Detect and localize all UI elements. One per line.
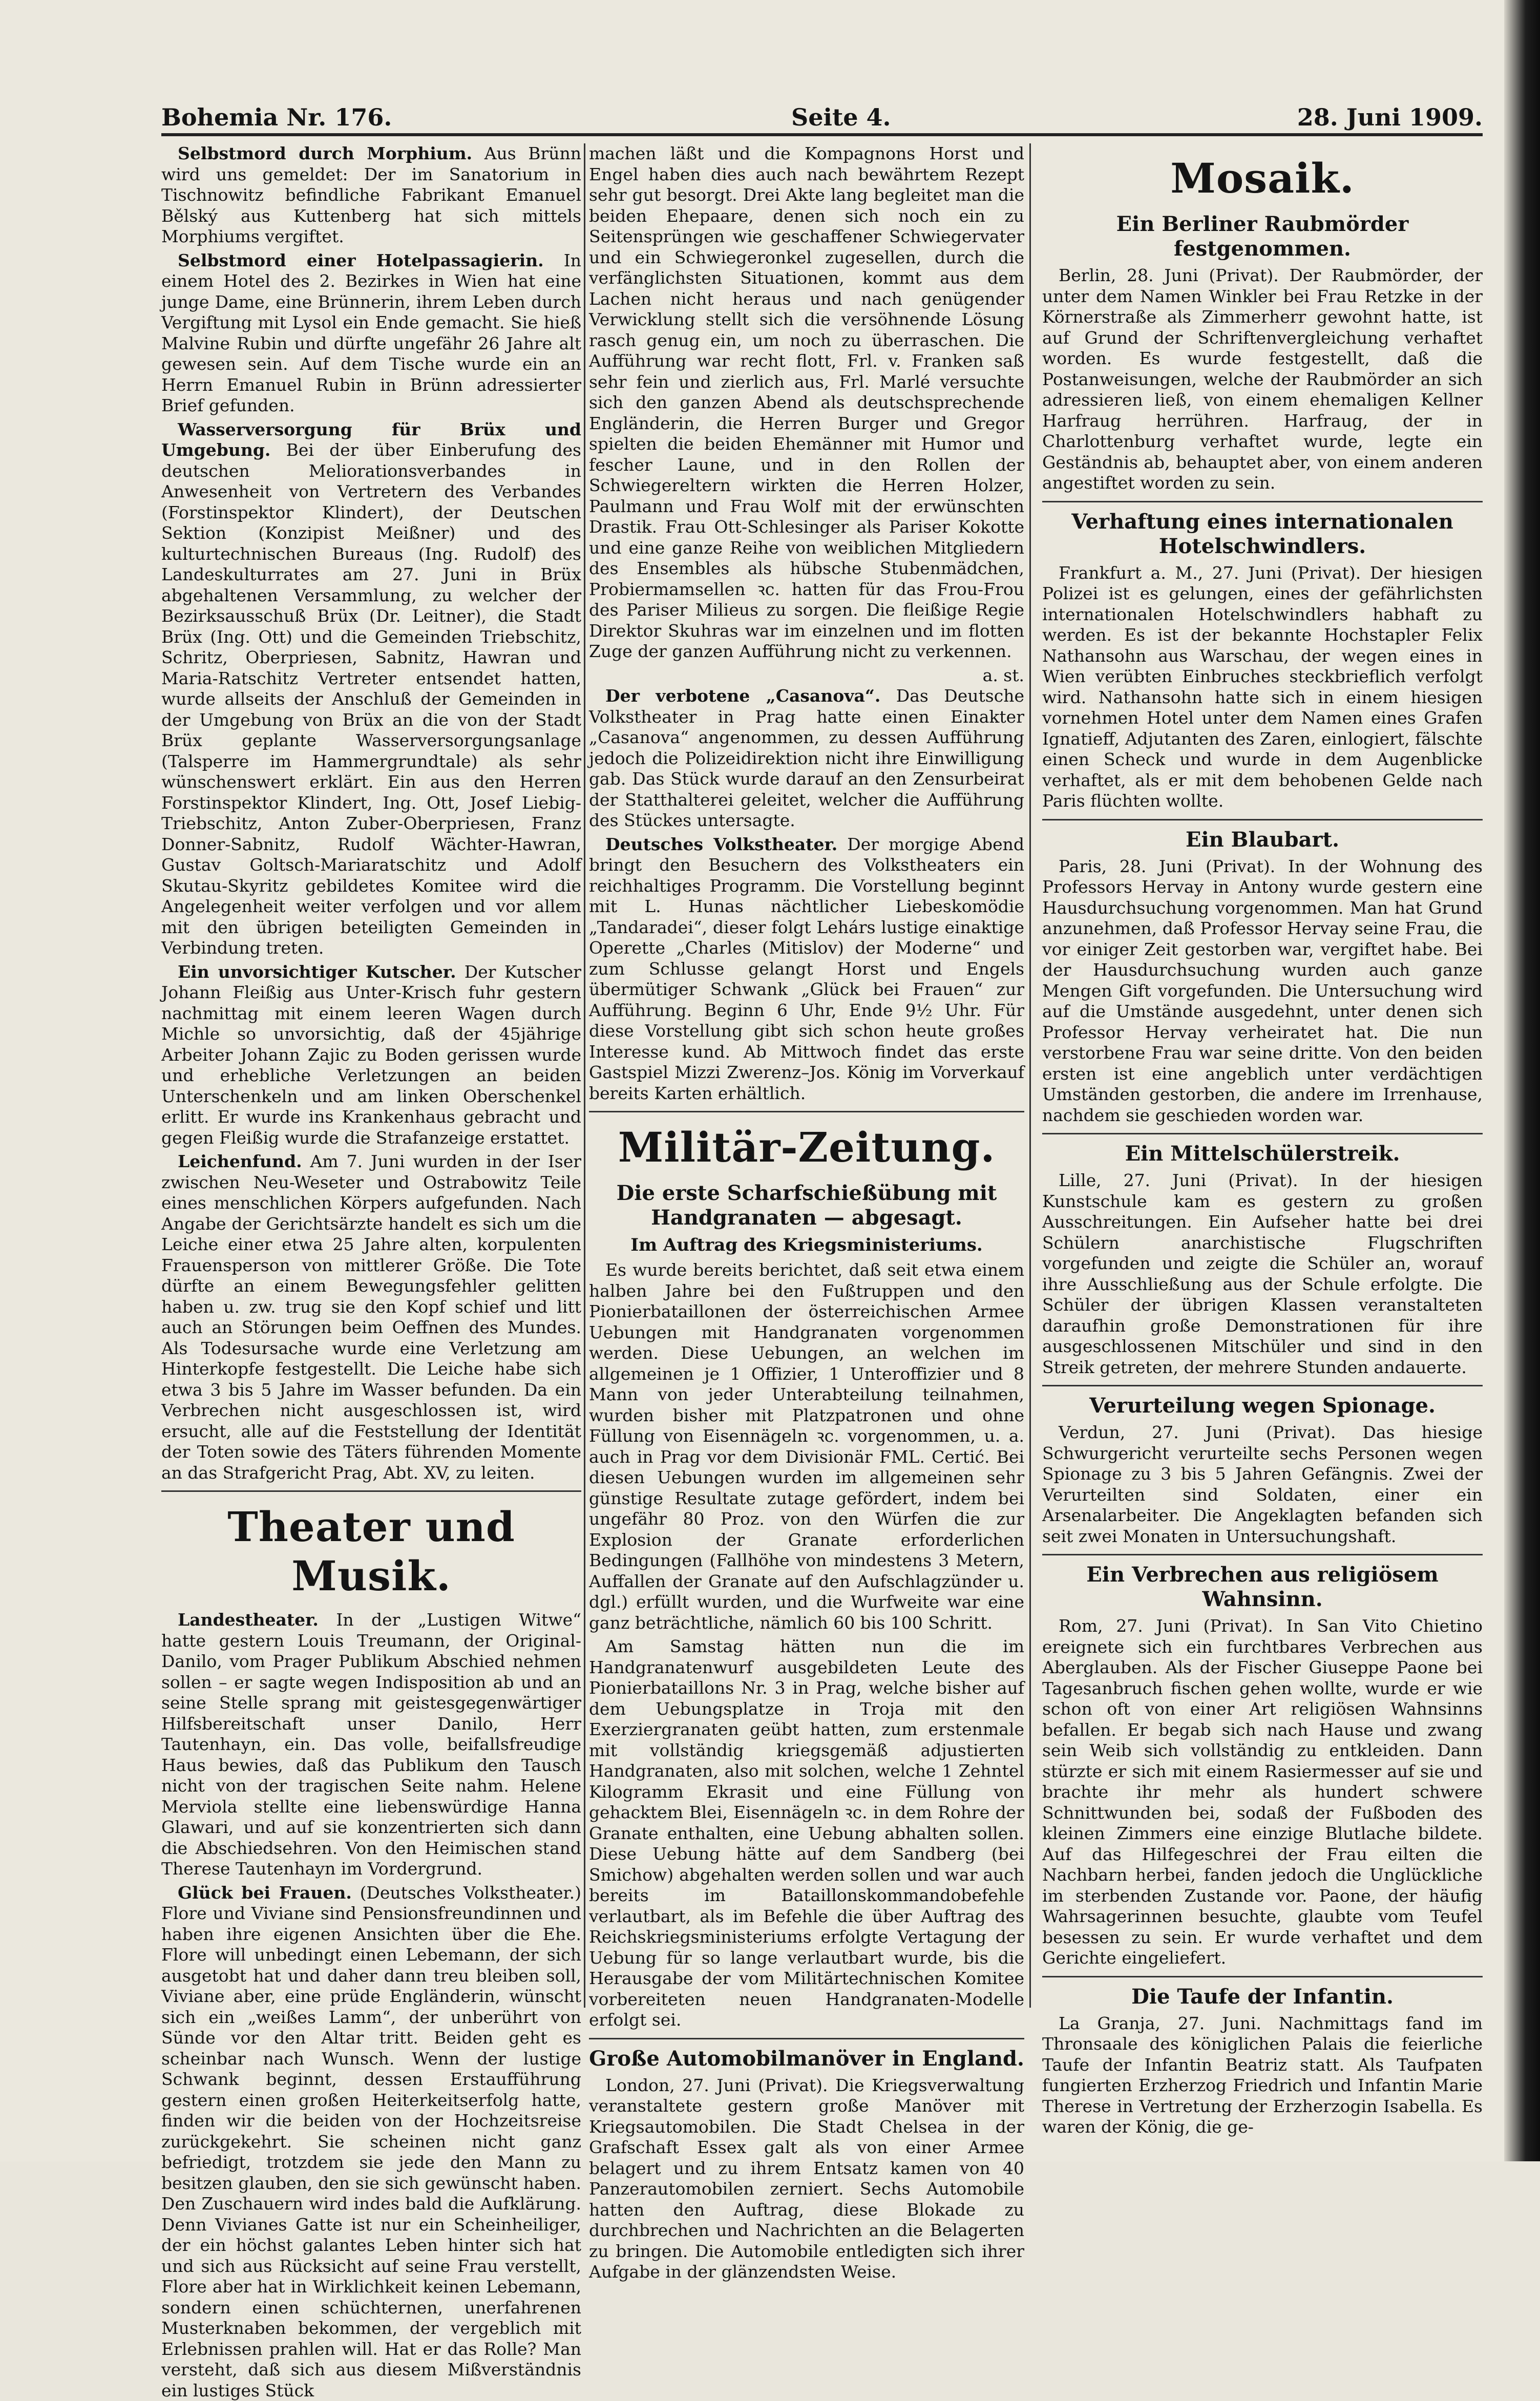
article-subheading: Im Auftrag des Kriegsministeriums. (589, 1234, 1024, 1256)
section-title-mosaik: Mosaik. (1042, 154, 1483, 203)
author-signature: a. st. (589, 665, 1024, 686)
article-paragraph: Es wurde bereits berichtet, daß seit etwa einem halben Jahre bei den Fußtruppen und den Pionierbataillonen der österreichischen Armee Uebungen mit Handgranaten vorgenommen werden. Diese Uebungen, an welchen im allgemeinen je 1 Offizier, 1 Unteroffizier und 8 Mann von jeder Unterabteilung teilnahmen, wurden bisher mit Platzpatronen und ohne Füllung von Eisennägeln ꝛc. vorgenommen, u. a. auch in Prag vor dem Divisionär FML. Certić. Bei diesen Uebungen wurden im allgemeinen sehr günstige Resultate zutage gefördert, indem bei ungefähr 80 Proz. von den Würfen die zur Explosion der Granate erforderlichen Bedingungen (Fallhöhe von mindestens 3 Metern, Auffallen der Granate auf den Aufschlagzünder u. dgl.) erfüllt wurden, und die Wurfweite war eine ganz beträchtliche, nämlich 60 bis 100 Schritt. (589, 1260, 1024, 1633)
article-paragraph: Paris, 28. Juni (Privat). In der Wohnung des Professors Hervay in Antony wurde gestern eine Hausdurchsuchung vorgenommen. Man hat Grund anzunehmen, daß Professor Hervay seine Frau, die vor einiger Zeit gestorben war, vergiftet habe. Bei der Hausdurchsuchung wurden auch ganze Mengen Gift vorgefunden. Die Untersuchung wird auf die Umstände ausgedehnt, unter denen sich Professor Hervay verheiratet hat. Die nun verstorbene Frau war seine dritte. Von den beiden ersten ist eine angeblich unter verdächtigen Umständen gestorben, die andere im Irrenhause, nachdem sie geschieden worden war. (1042, 856, 1483, 1126)
article-rule (1042, 1133, 1483, 1134)
article-heading: Ein Blaubart. (1042, 828, 1483, 852)
article-heading: Leichenfund. (178, 1151, 302, 1171)
article-paragraph: La Granja, 27. Juni. Nachmittags fand im Thronsaale des königlichen Palais die feierliche Taufe der Infantin Beatriz statt. Als Taufpaten fungierten Erzherzog Friedrich und Infantin Marie Therese in Vertretung der Erzherzogin Isabella. Es waren der König, die ge- (1042, 2013, 1483, 2138)
article (161, 250, 581, 416)
scan-edge-shadow (1504, 0, 1540, 2161)
article-heading: Landestheater. (178, 1610, 319, 1630)
article-heading: Ein Verbrechen aus religiösem Wahnsinn. (1042, 1563, 1483, 1612)
masthead (161, 97, 1483, 136)
article-heading: Deutsches Volkstheater. (605, 834, 837, 854)
article-heading: Selbstmord einer Hotelpassagierin. (178, 250, 544, 270)
article-text: Der Kutscher Johann Fleißig aus Unter-Krisch fuhr gestern nachmittag mit einem leeren Wagen durch Michle so unvorsichtig, daß der 45jährige Arbeiter Johann Zajic zu Boden gerissen wurde und erhebliche Verletzungen an beiden Unterschenkeln und am linken Oberschenkel erlitt. Er wurde ins Krankenhaus gebracht und gegen Fleißig wurde die Strafanzeige erstattet. (161, 962, 581, 1148)
article-rule (1042, 1976, 1483, 1977)
section-title-military: Militär-Zeitung. (589, 1123, 1024, 1172)
article-paragraph: Verdun, 27. Juni (Privat). Das hiesige Schwurgericht verurteilte sechs Personen wegen Spionage zu 3 bis 5 Jahren Gefängnis. Zwei der Verurteilten sind Soldaten, einer ein Arsenalarbeiter. Die Angeklagten befanden sich seit zwei Monaten in Untersuchungshaft. (1042, 1422, 1483, 1547)
article (161, 419, 581, 959)
article-heading: Verurteilung wegen Spionage. (1042, 1394, 1483, 1418)
column-1 (161, 143, 581, 2028)
article-text: In einem Hotel des 2. Bezirkes in Wien hat eine junge Dame, eine Brünnerin, ihrem Leben durch Vergiftung mit Lysol ein Ende gemacht. Sie hieß Malvine Rubin und dürfte ungefähr 26 Jahre alt gewesen sein. Auf dem Tische wurde ein an Herrn Emanuel Rubin in Brünn adressierter Brief gefunden. (161, 250, 581, 416)
column-divider (584, 143, 585, 2008)
article-heading: Die Taufe der Infantin. (1042, 1985, 1483, 2009)
article (161, 1151, 581, 1483)
article-rule (1042, 1554, 1483, 1555)
article-rule (1042, 1385, 1483, 1386)
column-2 (589, 143, 1024, 2028)
article-text: Bei der über Einberufung des deutschen Meliorationsverbandes in Anwesenheit von Vertretern des Verbandes (Forstinspektor Klindert), der Deutschen Sektion (Konzipist Meißner) und des kulturtechnischen Bureaus (Ing. Rudolf) des Landeskulturrates am 27. Juni in Brüx abgehaltenen Versammlung, zu welcher der Bezirksausschuß Brüx (Dr. Leitner), die Stadt Brüx (Ing. Ott) und die Gemeinden Triebschitz, Schritz, Oberpriesen, Sabnitz, Hawran und Maria-Ratschitz Vertreter entsendet hatten, wurde allseits der Anschluß der Gemeinden in der Umgebung von Brüx an die von der Stadt Brüx geplante Wasserversorgungsanlage (Talsperre im Hammergrundtale) als sehr wünschenswert erklärt. Ein aus den Herren Forstinspektor Klindert, Ing. Ott, Josef Liebig-Triebschitz, Anton Zuber-Oberpriesen, Franz Donner-Sabnitz, Rudolf Wächter-Hawran, Gustav Goltsch-Mariaratschitz und Adolf Skutau-Skyritz gebildetes Komitee wird die Angelegenheit weiter verfolgen und vor allem mit den übrigen beteiligten Gemeinden in Verbindung treten. (161, 440, 581, 958)
article-heading: Ein Berliner Raubmörder festgenommen. (1042, 212, 1483, 261)
article-heading: Der verbotene „Casanova“. (605, 686, 880, 706)
column-divider (1029, 143, 1031, 2008)
article-paragraph: Frankfurt a. M., 27. Juni (Privat). Der hiesigen Polizei ist es gelungen, eines der gefährlichsten internationalen Hotelschwindlers habhaft zu werden. Es ist der bekannte Hochstapler Felix Nathansohn aus Warschau, der wegen eines in Wien verübten Einbruches steckbrieflich verfolgt wird. Nathansohn hatte sich in einem hiesigen vornehmen Hotel unter dem Namen eines Grafen Ignatieff, Adjutanten des Zaren, einlogiert, fälschte einen Scheck und wurde in dem Augenblicke verhaftet, als er mit dem behobenen Gelde nach Paris flüchten wollte. (1042, 563, 1483, 812)
issue-date: 28. Juni 1909. (1297, 103, 1483, 131)
article-rule (1042, 819, 1483, 820)
article-paragraph: Berlin, 28. Juni (Privat). Der Raubmörder, der unter dem Namen Winkler bei Frau Retzke in der Körnerstraße als Zimmerherr gewohnt hatte, ist auf Grund der Schriftenvergleichung verhaftet worden. Es wurde festgestellt, daß die Postanweisungen, welche der Raubmörder an sich adressieren ließ, von einem ehemaligen Kellner Harfraug herrühren. Harfraug, der in Charlottenburg verhaftet wurde, legte ein Geständnis ab, behauptet aber, von einem anderen angestiftet worden zu sein. (1042, 265, 1483, 494)
article (161, 962, 581, 1149)
article-heading: Selbstmord durch Morphium. (178, 143, 472, 163)
article-heading: Die erste Scharfschießübung mit Handgranaten — abgesagt. (589, 1181, 1024, 1230)
page-number: Seite 4. (791, 103, 891, 131)
article-heading: Wasserversorgung für Brüx und Umgebung. (161, 419, 581, 460)
article-rule (589, 2038, 1024, 2039)
article-paragraph: Rom, 27. Juni (Privat). In San Vito Chietino ereignete sich ein furchtbares Verbrechen aus Aberglauben. Als der Fischer Giuseppe Paone bei Tagesanbruch fischen gehen wollte, wurde er wie schon oft von einer Art religiösen Wahnsinns befallen. Er begab sich nach Hause und zwang sein Weib sich vollständig zu entkleiden. Dann stürzte er sich mit einem Rasiermesser auf sie und brachte ihr mehr als hundert schwere Schnittwunden bei, sodaß der Fußboden des kleinen Zimmers eine einzige Blutlache bildete. Auf das Hilfegeschrei der Frau eilten die Nachbarn herbei, fanden jedoch die Unglückliche im sterbenden Zustande vor. Paone, der häufig Wahrsagerinnen besuchte, glaubte vom Teufel besessen zu sein. Er wurde verhaftet und dem Gerichte eingeliefert. (1042, 1616, 1483, 1969)
article-rule (1042, 501, 1483, 502)
article (589, 686, 1024, 831)
article-heading: Verhaftung eines internationalen Hotelschwindlers. (1042, 510, 1483, 559)
article (161, 1883, 581, 2401)
paper-issue: Bohemia Nr. 176. (161, 103, 392, 131)
article-paragraph: Am Samstag hätten nun die im Handgranatenwurf ausgebildeten Leute des Pionierbataillons Nr. 3 in Prag, welche bisher auf dem Uebungsplatze in Troja mit den Exerziergranaten geübt hatten, zum erstenmale mit vollständig kriegsgemäß adjustierten Handgranaten, also mit solchen, welche 1 Zehntel Kilogramm Ekrasit und eine Füllung von gehacktem Blei, Eisennägeln ꝛc. in dem Rohre der Granate enthalten, eine Uebung abhalten sollen. Diese Uebung hätte auf dem Sandberg (bei Smichow) abgehalten werden sollen und war auch bereits im Bataillonskommandobefehle verlautbart, als im Befehle die über Auftrag des Reichskriegsministeriums erfolgte Vertagung der Uebung für so lange verlautbart wurde, bis die Herausgabe der vom Militärtechnischen Komitee vorbereiteten neuen Handgranaten-Modelle erfolgt sei. (589, 1636, 1024, 2031)
article-text: (Deutsches Volkstheater.) Flore und Viviane sind Pensionsfreundinnen und haben ihre eigenen Ansichten über die Ehe. Flore will unbedingt einen Lebemann, der sich ausgetobt hat und daher dann treu bleiben soll, Viviane aber, eine prüde Engländerin, wünscht sich ein „weißes Lamm“, der unberührt von Sünde vor den Altar tritt. Beiden geht es scheinbar nach Wunsch. Wenn der lustige Schwank beginnt, dessen Erstaufführung gestern einen großen Heiterkeitserfolg hatte, finden wir die beiden von der Hochzeitsreise zurückgekehrt. Sie scheinen nicht ganz befriedigt, trotzdem sie jede den Mann zu besitzen glauben, den sie sich gewünscht haben. Den Zuschauern wird indes bald die Aufklärung. Denn Vivianes Gatte ist nur ein Scheinheiliger, der ein höchst galantes Leben hinter sich hat und sich aus Rücksicht auf seine Frau verstellt, Flore aber hat in Wirklichkeit keinen Lebemann, sondern einen schüchternen, unerfahrenen Musterknaben bekommen, der vergeblich mit Erlebnissen prahlen will. Hat er das Rolle? Man versteht, daß sich aus diesem Mißverständnis ein lustiges Stück (161, 1883, 581, 2400)
article-paragraph: Lille, 27. Juni (Privat). In der hiesigen Kunstschule kam es gestern zu großen Ausschreitungen. Ein Aufseher hatte bei drei Schülern anarchistische Flugschriften vorgefunden und zeigte die Schüler an, worauf ihre Ausschließung aus der Schule erfolgte. Die Schüler der übrigen Klassen veranstalteten daraufhin große Demonstrationen für ihre ausgeschlossenen Mitschüler und sind in den Streik getreten, der mehrere Stunden andauerte. (1042, 1170, 1483, 1378)
section-title-theater: Theater und Musik. (161, 1502, 581, 1600)
article-text: machen läßt und die Kompagnons Horst und Engel haben dies auch nach bewährtem Rezept sehr gut besorgt. Drei Akte lang begleitet man die beiden Ehepaare, denen sich noch ein zu Seitensprüngen wie geschaffener Schwiegervater und ein Schwiegeronkel zugesellen, durch die verfänglichsten Situationen, kommt aus dem Lachen nicht heraus und nach genügender Verwicklung stellt sich die versöhnende Lösung rasch genug ein, um noch zu überraschen. Die Aufführung war recht flott, Frl. v. Franken saß sehr fein und zierlich aus, Frl. Marlé versuchte sich den ganzen Abend als deutschsprechende Engländerin, die Herren Burger und Gregor spielten die beiden Ehemänner mit Humor und fescher Laune, und in den Rollen der Schwiegereltern wirkten die Herren Holzer, Paulmann und Frau Wolf mit der erwünschten Drastik. Frau Ott-Schlesinger als Pariser Kokotte und eine ganze Reihe von weiblichen Mitgliedern des Ensembles als hübsche Stubenmädchen, Probiermamsellen ꝛc. hatten für das Frou-Frou des Pariser Milieus zu sorgen. Die fleißige Regie Direktor Skuhras war im einzelnen und im flotten Zuge der ganzen Aufführung nicht zu verkennen. (589, 143, 1024, 661)
column-3 (1042, 143, 1483, 2028)
article (161, 1610, 581, 1880)
article-text: Am 7. Juni wurden in der Iser zwischen Neu-Weseter und Ostrabowitz Teile eines menschlichen Körpers aufgefunden. Nach Angabe der Gerichtsärzte handelt es sich um die Leiche einer etwa 25 Jahre alten, korpulenten Frauensperson von mittlerer Größe. Die Tote dürfte an einem Bewegungsfehler gelitten haben u. zw. trug sie den Kopf schief und litt auch an Störungen beim Oeffnen des Mundes. Als Todesursache wurde eine Verletzung am Hinterkopfe festgestellt. Die Leiche habe sich etwa 3 bis 5 Jahre im Wasser befunden. Da ein Verbrechen nicht ausgeschlossen ist, wird ersucht, alle auf die Feststellung der Identität der Toten sowie des Täters führenden Momente an das Strafgericht Prag, Abt. XV, zu leiten. (161, 1151, 581, 1483)
article (589, 143, 1024, 662)
article-text: Aus Brünn wird uns gemeldet: Der im Sanatorium in Tischnowitz befindliche Fabrikant Emanuel Bělský aus Kuttenberg hat sich mittels Morphiums vergiftet. (161, 143, 581, 246)
article-heading: Ein Mittelschülerstreik. (1042, 1142, 1483, 1166)
article (589, 834, 1024, 1104)
section-rule (589, 1111, 1024, 1112)
article-paragraph: London, 27. Juni (Privat). Die Kriegsverwaltung veranstaltete gestern große Manöver mit Kriegsautomobilen. Die Stadt Chelsea in der Grafschaft Essex galt als von einer Armee belagert und zu ihrem Entsatz kamen von 40 Panzerautomobilen zerniert. Sechs Automobile hatten den Auftrag, diese Blokade zu durchbrechen und Nachrichten an die Belagerten zu bringen. Die Automobile entledigten sich ihrer Aufgabe in der glänzendsten Weise. (589, 2075, 1024, 2283)
article-heading: Große Automobilmanöver in England. (589, 2047, 1024, 2071)
article-text: Das Deutsche Volkstheater in Prag hatte einen Einakter „Casanova“ angenommen, zu dessen Aufführung jedoch die Polizeidirektion nicht ihre Einwilligung gab. Das Stück wurde darauf an den Zensurbeirat der Statthalterei geleitet, welcher die Aufführung des Stückes untersagte. (589, 686, 1024, 830)
article-heading: Glück bei Frauen. (178, 1883, 352, 1903)
article (161, 143, 581, 247)
article-text: Der morgige Abend bringt den Besuchern des Volkstheaters ein reichhaltiges Programm. Die Vorstellung beginnt mit L. Hunas nächtlicher Liebeskomödie „Tandaradei“, dieser folgt Lehárs lustige einaktige Operette „Charles (Mitislov) der Moderne“ und zum Schlusse gelangt Horst und Engels übermütiger Schwank „Glück bei Frauen“ zur Aufführung. Beginn 6 Uhr, Ende 9½ Uhr. Für diese Vorstellung gibt sich schon heute großes Interesse kund. Ab Mittwoch findet das erste Gastspiel Mizzi Zwerenz–Jos. König im Vorverkauf bereits Karten erhältlich. (589, 834, 1024, 1103)
article-text: In der „Lustigen Witwe“ hatte gestern Louis Treumann, der Original-Danilo, vom Prager Publikum Abschied nehmen sollen – er sagte wegen Indisposition ab und an seine Stelle sprang mit geistesgegenwärtiger Hilfsbereitschaft unser Danilo, Herr Tautenhayn, ein. Das volle, beifallsfreudige Haus bewies, daß das Publikum den Tausch nicht von der tragischen Seite nahm. Helene Merviola stellte eine liebenswürdige Hanna Glawari, und auf sie konzentrierten sich dann die Abschiedsehren. Von den Heimischen stand Therese Tautenhayn im Vordergrund. (161, 1610, 581, 1879)
article-heading: Ein unvorsichtiger Kutscher. (178, 962, 456, 982)
section-rule (161, 1490, 581, 1492)
